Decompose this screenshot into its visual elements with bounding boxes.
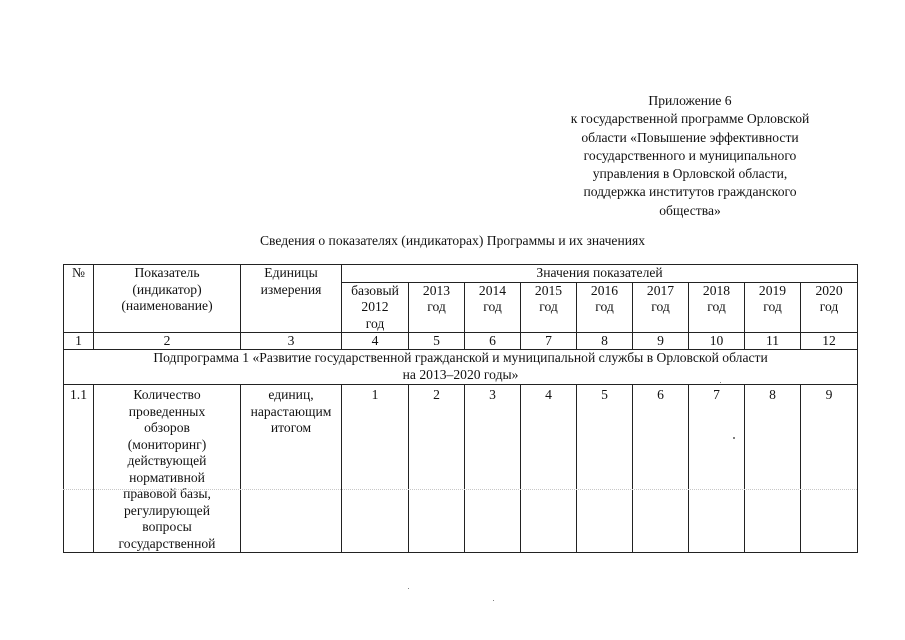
header-year-1: 2013 год <box>409 282 465 333</box>
row-value-cell: 8 <box>745 385 801 553</box>
scan-artifact-dot <box>720 382 721 383</box>
subprogram-title: Подпрограмма 1 «Развитие государственной гражданской и муниципальной службы в Орловской области на 2013–2020 годы» <box>64 350 858 385</box>
header-year-4: 2016 год <box>577 282 633 333</box>
row-value-cell: 1 <box>342 385 409 553</box>
column-number-cell: 3 <box>241 333 342 350</box>
row-value-cell: 5 <box>577 385 633 553</box>
column-number-cell: 1 <box>64 333 94 350</box>
column-number-cell: 8 <box>577 333 633 350</box>
header-indicator: Показатель (индикатор) (наименование) <box>94 265 241 333</box>
document-title: Сведения о показателях (индикаторах) Программы и их значениях <box>259 233 646 248</box>
header-year-7: 2019 год <box>745 282 801 333</box>
appendix-line: Приложение 6 <box>648 93 732 108</box>
appendix-line: к государственной программе Орловской <box>570 111 810 127</box>
column-number-cell: 11 <box>745 333 801 350</box>
scan-artifact-dot <box>408 588 409 589</box>
appendix-line: общества» <box>659 202 721 218</box>
indicators-table <box>63 264 858 553</box>
column-number-cell: 6 <box>465 333 521 350</box>
appendix-heading <box>540 92 840 220</box>
column-number-cell: 2 <box>94 333 241 350</box>
column-number-cell: 5 <box>409 333 465 350</box>
scan-artifact-dot <box>733 437 735 439</box>
appendix-line: управления в Орловской области, <box>592 166 788 182</box>
row-value-cell: 4 <box>521 385 577 553</box>
row-value-cell: 6 <box>633 385 689 553</box>
header-year-0: базовый 2012 год <box>342 282 409 333</box>
column-number-cell: 7 <box>521 333 577 350</box>
header-year-3: 2015 год <box>521 282 577 333</box>
appendix-line: области «Повышение эффективности <box>581 129 799 145</box>
row-number-cell: 1.1 <box>64 385 94 553</box>
header-year-8: 2020 год <box>801 282 858 333</box>
appendix-line: государственного и муниципального <box>583 147 797 163</box>
column-number-cell: 9 <box>633 333 689 350</box>
header-row <box>64 265 858 283</box>
column-number-cell: 12 <box>801 333 858 350</box>
header-year-5: 2017 год <box>633 282 689 333</box>
row-value-cell: 3 <box>465 385 521 553</box>
row-indicator-cell: Количество проведенных обзоров (мониторинг) действующей нормативной правовой базы, регулирующей вопросы государственной <box>94 385 241 553</box>
scan-artifact-dot <box>493 600 494 601</box>
header-values-group: Значения показателей <box>342 265 858 283</box>
column-number-cell: 10 <box>689 333 745 350</box>
row-value-cell: 9 <box>801 385 858 553</box>
table-row <box>64 385 858 553</box>
scan-artifact-line <box>63 489 857 490</box>
column-numbers-row <box>64 333 858 350</box>
header-number: № <box>64 265 94 333</box>
subprogram-row <box>64 350 858 385</box>
header-unit: Единицы измерения <box>241 265 342 333</box>
header-year-2: 2014 год <box>465 282 521 333</box>
header-year-6: 2018 год <box>689 282 745 333</box>
appendix-line: поддержка институтов гражданского <box>583 184 797 200</box>
row-value-cell: 2 <box>409 385 465 553</box>
row-unit-cell: единиц, нарастающим итогом <box>241 385 342 553</box>
row-value-cell: 7 <box>689 385 745 553</box>
column-number-cell: 4 <box>342 333 409 350</box>
